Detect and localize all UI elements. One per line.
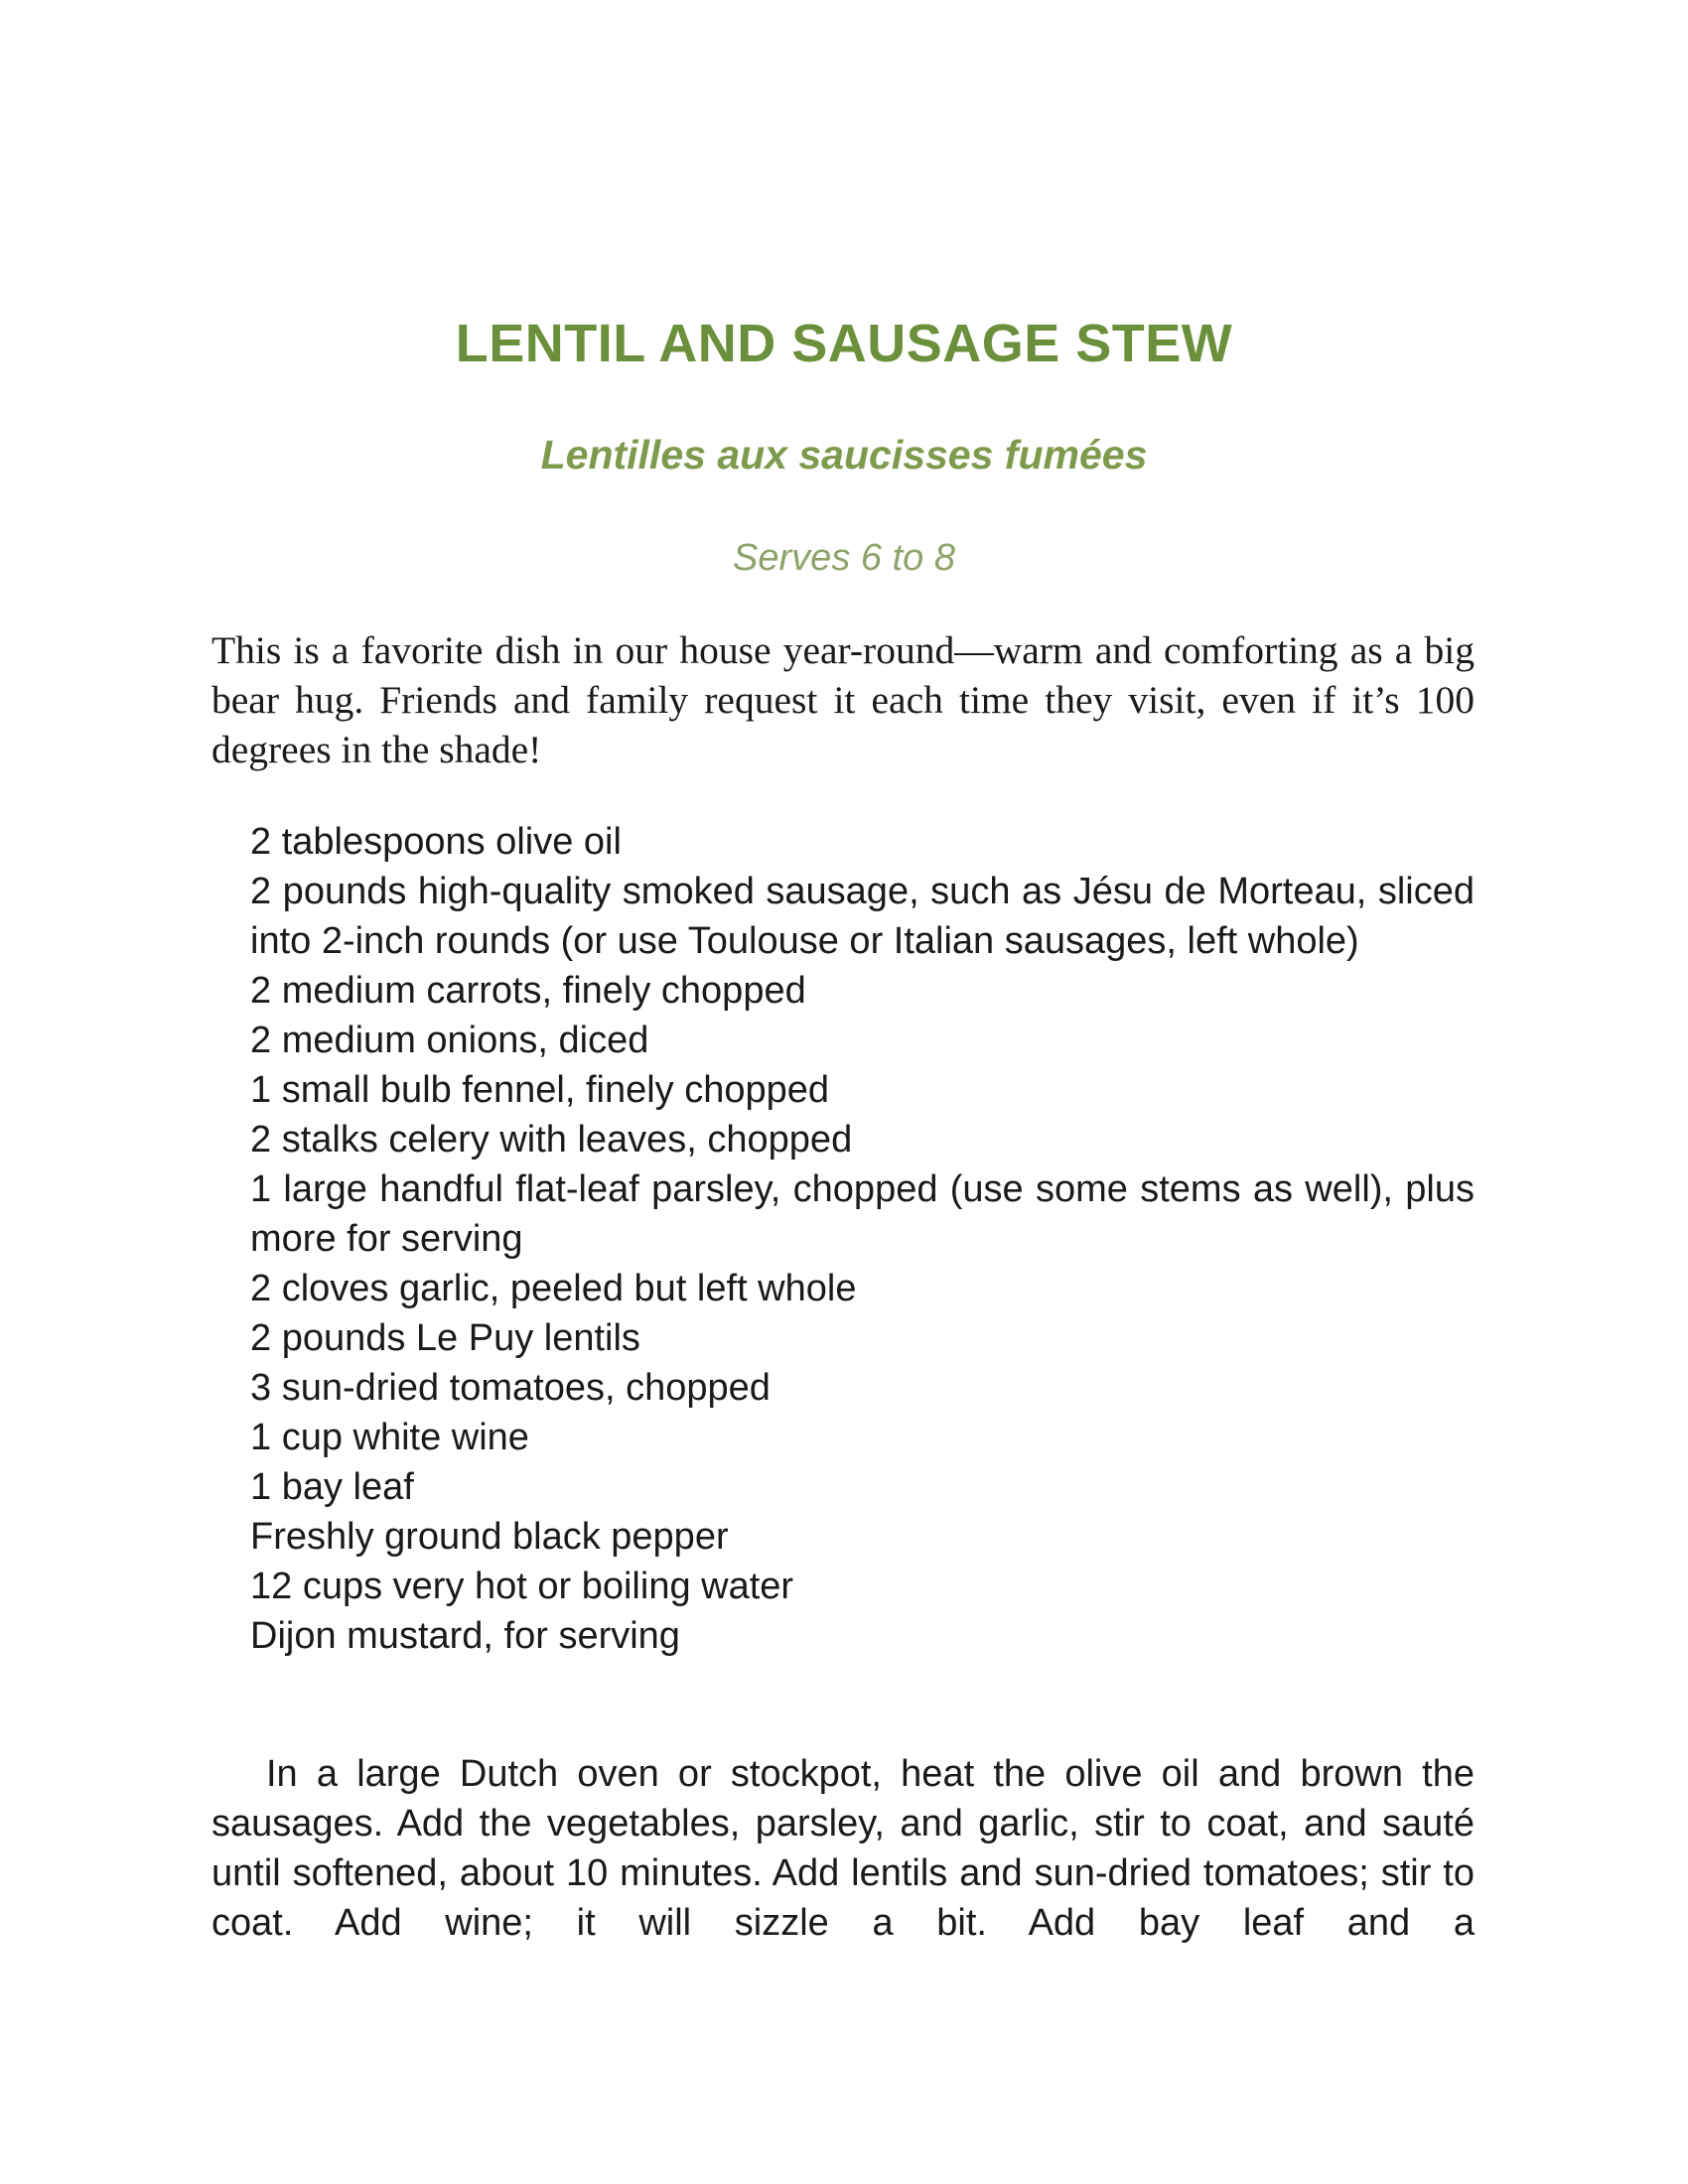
ingredient-item: 2 cloves garlic, peeled but left whole — [250, 1268, 857, 1309]
ingredient-item: Dijon mustard, for serving — [250, 1615, 680, 1657]
recipe-subtitle: Lentilles aux saucisses fumées — [540, 432, 1148, 478]
ingredient-item: 1 bay leaf — [250, 1466, 414, 1508]
ingredient-item: 1 cup white wine — [250, 1417, 529, 1458]
method-paragraph: In a large Dutch oven or stockpot, heat the olive oil and brown the sausages. Add the vegetables, parsley, and garlic, stir to coat, and sauté until softened, about 10 minutes. Add lentils and sun-dried tomatoes; stir to coat. Add wine; it will sizzle a bit. Add bay leaf and a — [211, 1753, 1475, 1944]
ingredient-item: 2 medium onions, diced — [250, 1020, 649, 1061]
ingredient-item: 1 large handful flat-leaf parsley, chopped (use some stems as well), plus more for serving — [250, 1168, 1475, 1260]
recipe-title: LENTIL AND SAUSAGE STEW — [455, 314, 1233, 373]
ingredient-item: 2 stalks celery with leaves, chopped — [250, 1119, 853, 1160]
ingredient-item: Freshly ground black pepper — [250, 1516, 729, 1558]
ingredient-item: 12 cups very hot or boiling water — [250, 1566, 794, 1607]
ingredient-item: 3 sun-dried tomatoes, chopped — [250, 1367, 771, 1409]
ingredient-item: 2 tablespoons olive oil — [250, 821, 622, 863]
ingredient-item: 2 medium carrots, finely chopped — [250, 970, 806, 1012]
ingredient-item: 2 pounds Le Puy lentils — [250, 1317, 640, 1359]
recipe-intro: This is a favorite dish in our house year-round—warm and comforting as a big bear hug. Friends and family request it each time they visit, even if it’s 100 degrees in the shade! — [211, 628, 1475, 771]
ingredient-item: 1 small bulb fennel, finely chopped — [250, 1069, 830, 1111]
ingredient-item: 2 pounds high-quality smoked sausage, such as Jésu de Morteau, sliced into 2-inch rounds (or use Toulouse or Italian sausages, left whole) — [250, 871, 1475, 962]
ingredient-list — [250, 817, 1475, 1661]
serving-size: Serves 6 to 8 — [733, 537, 955, 579]
